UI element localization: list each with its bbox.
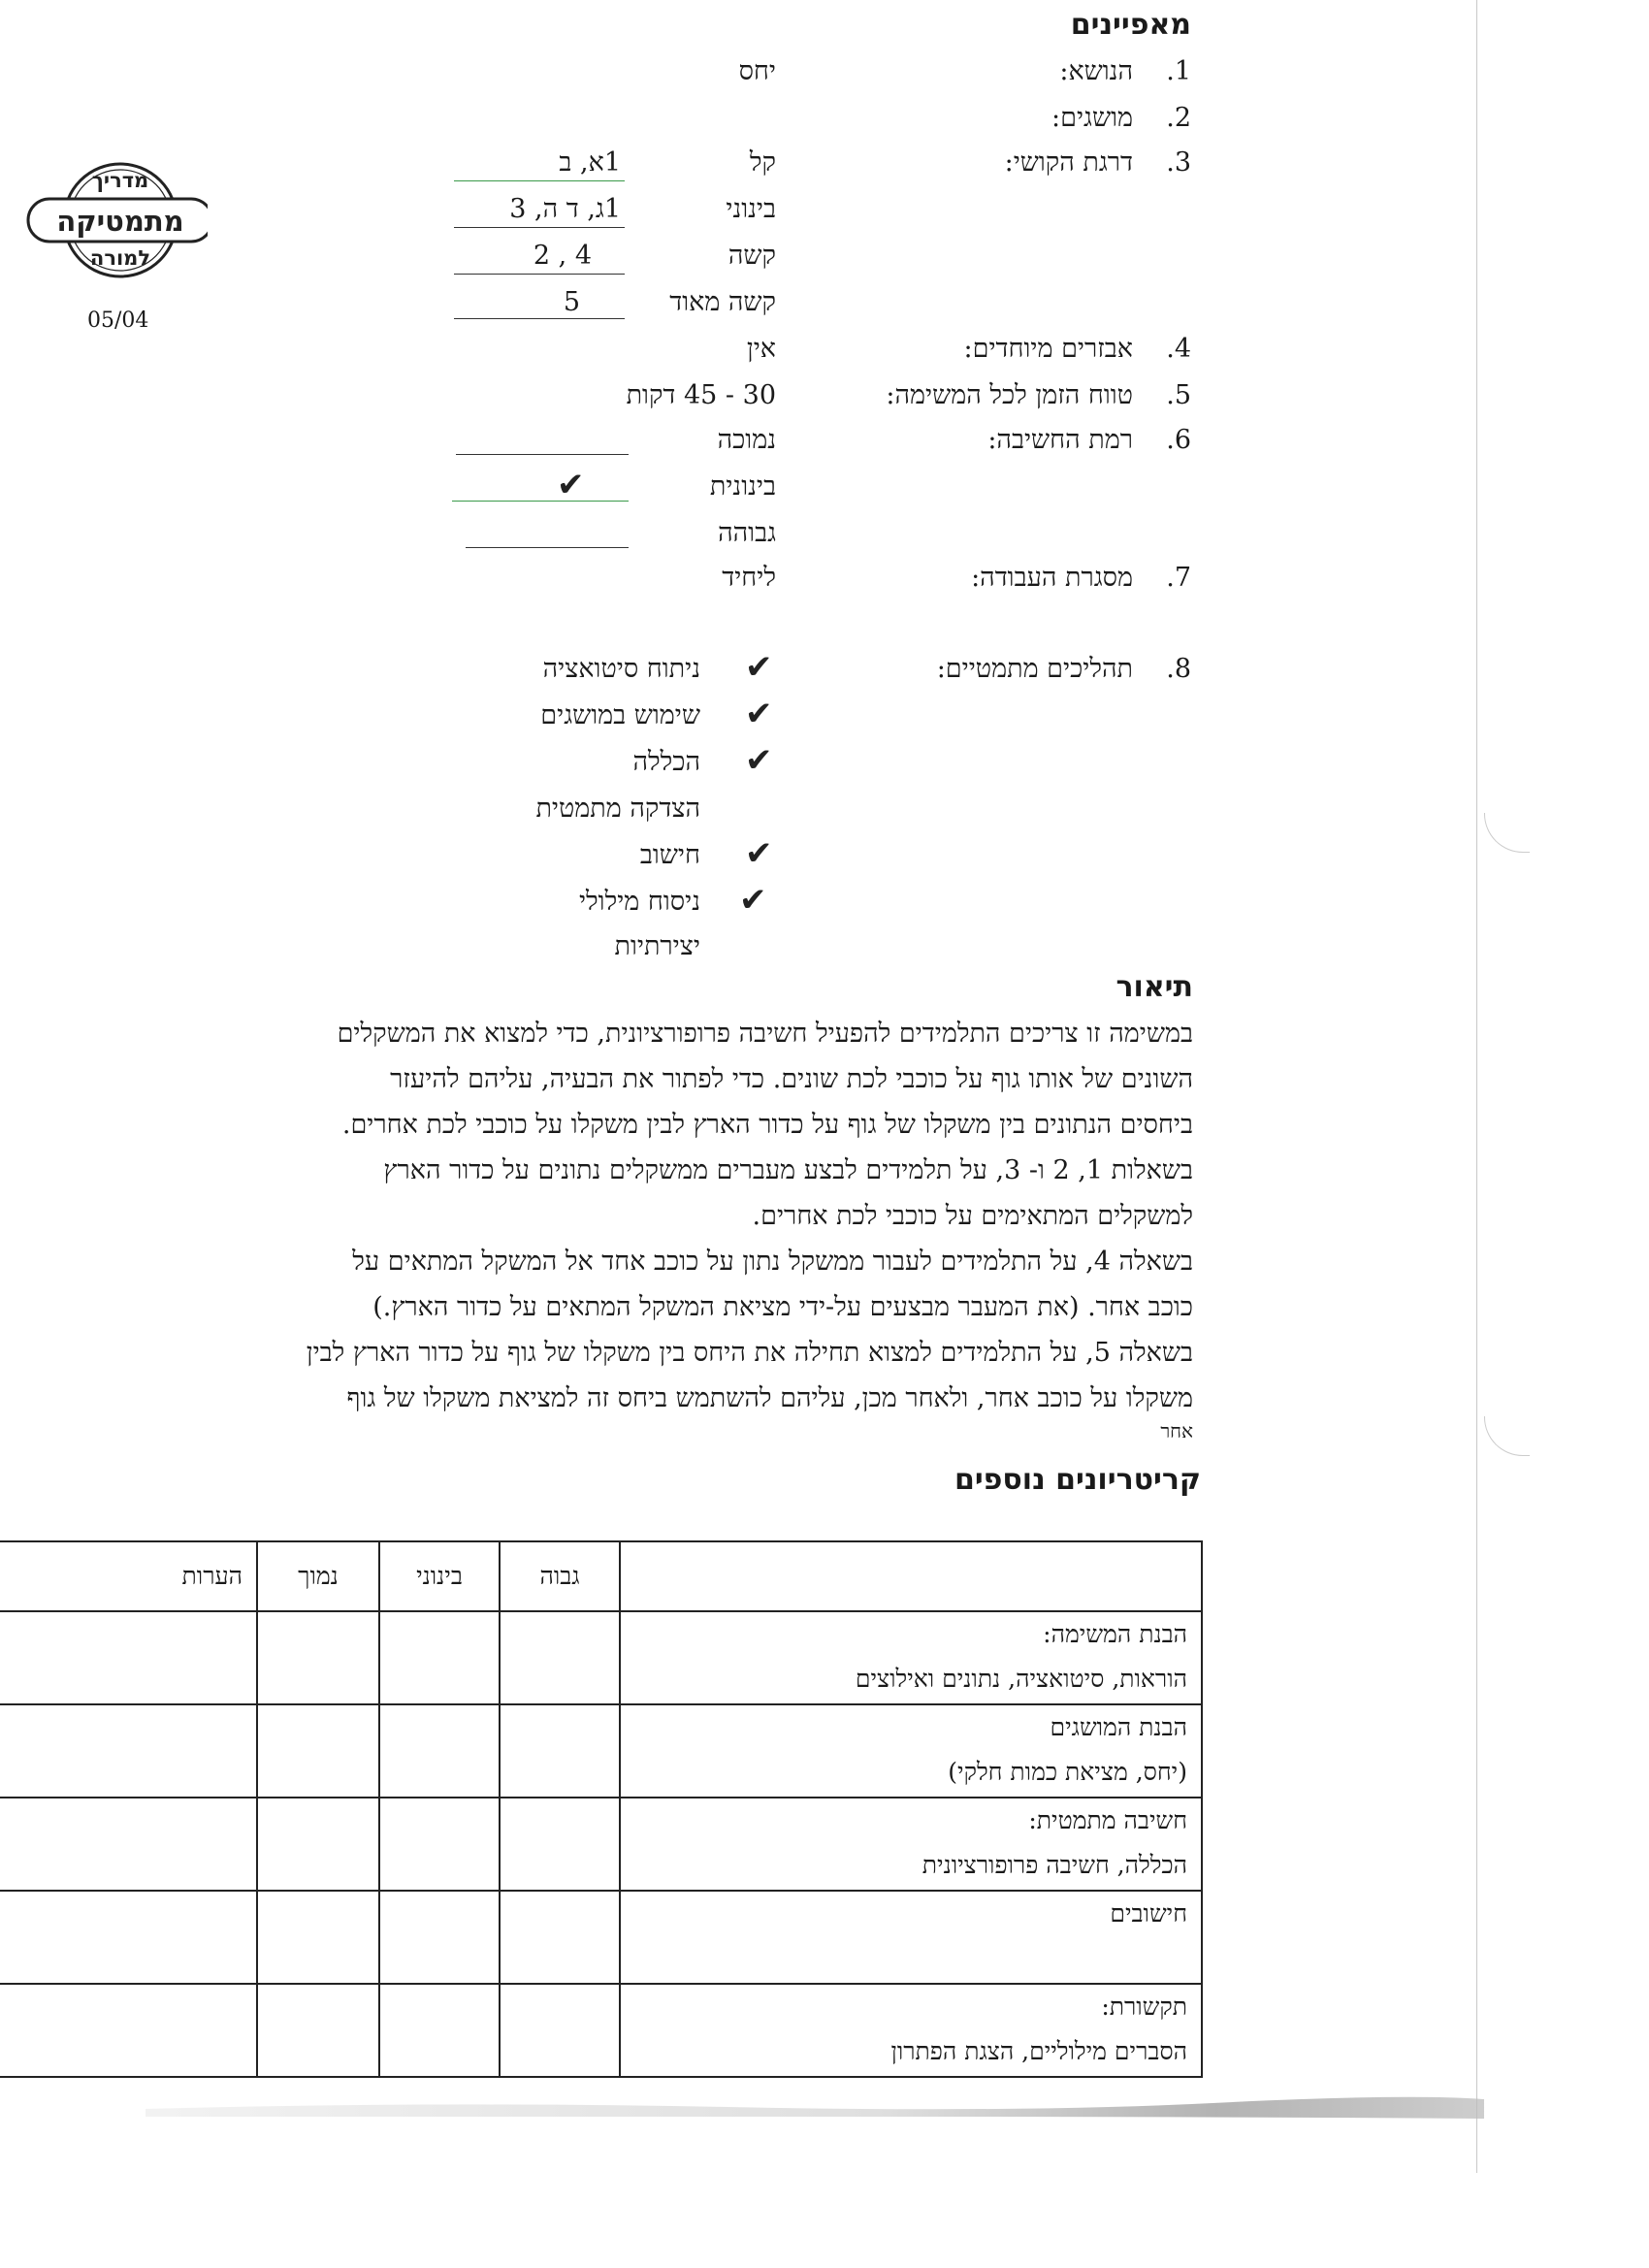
description-line: משקלו על כוכב אחר, ולאחר מכן, עליהם להשתמש ביחס זה למציאת משקלו של גוף bbox=[346, 1383, 1193, 1413]
process-label: ניסוח מילולי bbox=[578, 887, 700, 917]
rating-cell[interactable] bbox=[500, 1704, 620, 1798]
item-number: 7. bbox=[1166, 563, 1191, 593]
thinking-level-label: גבוהה bbox=[718, 518, 776, 548]
difficulty-questions: 1ג, ד ה, 3 bbox=[509, 194, 621, 224]
thinking-level-label: בינונית bbox=[709, 471, 776, 502]
table-header-cell: הערות bbox=[0, 1541, 257, 1611]
description-line: למשקלים המתאימים על כוכבי לכת אחרים. bbox=[752, 1201, 1193, 1231]
difficulty-level-label: קל bbox=[749, 147, 776, 178]
process-label: הכללה bbox=[632, 747, 700, 777]
rating-cell[interactable] bbox=[379, 1611, 500, 1704]
item-label-difficulty: דרגת הקושי: bbox=[1004, 147, 1133, 178]
description-line: השונים של אותו גוף על כוכבי לכת שונים. כדי לפתור את הבעיה, עליהם להיעזר bbox=[390, 1064, 1193, 1094]
item-number: 6. bbox=[1166, 425, 1191, 455]
criterion-title: חשיבה מתמטית: bbox=[1028, 1806, 1187, 1834]
description-line: בשאלות 1, 2 ו- 3, על תלמידים לבצע מעברים ממשקלים נתונים על כדור הארץ bbox=[383, 1155, 1193, 1185]
criteria-table bbox=[0, 1540, 1203, 2078]
item-label-work-framework: מסגרת העבודה: bbox=[971, 563, 1133, 593]
check-mark-icon: ✔ bbox=[557, 466, 585, 504]
process-label: הצדקה מתמטית bbox=[535, 794, 700, 824]
item-value-time-range: 30 - 45 דקות bbox=[626, 380, 776, 410]
punch-hole-mark bbox=[1484, 1416, 1530, 1456]
difficulty-questions: 1א, ב bbox=[559, 147, 621, 178]
check-mark-icon: ✔ bbox=[739, 881, 767, 920]
punch-hole-mark bbox=[1484, 813, 1530, 853]
process-label: שימוש במושגים bbox=[540, 700, 700, 730]
difficulty-questions: 4 , 2 bbox=[533, 241, 592, 271]
characteristics-heading: מאפיינים bbox=[1070, 8, 1191, 42]
criterion-title: תקשורת: bbox=[1101, 1993, 1187, 2021]
difficulty-questions: 5 bbox=[563, 287, 580, 317]
notes-cell[interactable] bbox=[0, 1984, 257, 2077]
underline bbox=[466, 547, 629, 548]
underline bbox=[454, 227, 625, 228]
process-label: ניתוח סיטואציה bbox=[542, 654, 700, 684]
criterion-detail: (יחס, מציאת כמות חלקי) bbox=[948, 1758, 1187, 1786]
scan-smudge bbox=[146, 2088, 1484, 2124]
item-label-thinking-level: רמת החשיבה: bbox=[987, 425, 1133, 455]
item-number: 5. bbox=[1166, 380, 1191, 410]
stamp-center-text: מתמטיקה bbox=[56, 205, 184, 238]
description-body bbox=[0, 1011, 1193, 1441]
rating-cell[interactable] bbox=[379, 1798, 500, 1891]
rating-cell[interactable] bbox=[379, 1984, 500, 2077]
table-row bbox=[0, 1984, 1202, 2077]
rating-cell[interactable] bbox=[500, 1798, 620, 1891]
process-label: חישוב bbox=[639, 840, 700, 870]
rating-cell[interactable] bbox=[257, 1611, 379, 1704]
description-line: אחר bbox=[1160, 1419, 1193, 1442]
item-number: 1. bbox=[1166, 56, 1191, 86]
criterion-detail: הכללה, חשיבה פרופורציונית bbox=[922, 1851, 1187, 1879]
rating-cell[interactable] bbox=[500, 1891, 620, 1984]
table-header-row bbox=[0, 1541, 1202, 1611]
criterion-title: הבנת המושגים bbox=[1050, 1713, 1187, 1741]
thinking-level-label: נמוכה bbox=[717, 425, 776, 455]
table-row bbox=[0, 1704, 1202, 1798]
criterion-title: הבנת המשימה: bbox=[1043, 1620, 1187, 1648]
criterion-title: חישובים bbox=[1110, 1899, 1187, 1928]
criterion-cell bbox=[620, 1984, 1202, 2077]
check-mark-icon: ✔ bbox=[745, 834, 773, 873]
item-label-math-processes: תהליכים מתמטיים: bbox=[936, 654, 1133, 684]
description-line: בשאלה 4, על התלמידים לעבור ממשקל נתון על כוכב אחד אל המשקל המתאים על bbox=[352, 1247, 1193, 1277]
rating-cell[interactable] bbox=[379, 1891, 500, 1984]
notes-cell[interactable] bbox=[0, 1704, 257, 1798]
check-mark-icon: ✔ bbox=[745, 695, 773, 733]
underline bbox=[454, 180, 625, 181]
item-number: 4. bbox=[1166, 334, 1191, 364]
item-number: 2. bbox=[1166, 103, 1191, 133]
item-label-topic: הנושא: bbox=[1059, 56, 1133, 86]
rating-cell[interactable] bbox=[500, 1611, 620, 1704]
stamp-date: 05/04 bbox=[87, 308, 149, 333]
stamp-top-text: מדריך bbox=[91, 169, 149, 192]
item-number: 8. bbox=[1166, 654, 1191, 684]
rating-cell[interactable] bbox=[500, 1984, 620, 2077]
criteria-heading: קריטריונים נוספים bbox=[954, 1463, 1201, 1497]
notes-cell[interactable] bbox=[0, 1611, 257, 1704]
table-header-cell: בינוני bbox=[379, 1541, 500, 1611]
rating-cell[interactable] bbox=[257, 1984, 379, 2077]
item-label-concepts: מושגים: bbox=[1051, 103, 1133, 133]
rating-cell[interactable] bbox=[257, 1798, 379, 1891]
item-label-equipment: אבזרים מיוחדים: bbox=[963, 334, 1133, 364]
table-header-cell: נמוך bbox=[257, 1541, 379, 1611]
program-stamp-logo bbox=[23, 141, 208, 286]
notes-cell[interactable] bbox=[0, 1798, 257, 1891]
criterion-cell bbox=[620, 1611, 1202, 1704]
criterion-cell bbox=[620, 1704, 1202, 1798]
item-number: 3. bbox=[1166, 147, 1191, 178]
rating-cell[interactable] bbox=[379, 1704, 500, 1798]
difficulty-level-label: קשה bbox=[728, 241, 776, 271]
check-mark-icon: ✔ bbox=[745, 741, 773, 780]
stamp-bottom-text: למורה bbox=[89, 246, 151, 270]
difficulty-level-label: בינוני bbox=[726, 194, 776, 224]
check-mark-icon: ✔ bbox=[745, 648, 773, 687]
item-value-equipment: אין bbox=[746, 334, 776, 364]
criterion-cell bbox=[620, 1891, 1202, 1984]
item-label-time-range: טווח הזמן לכל המשימה: bbox=[886, 380, 1133, 410]
difficulty-level-label: קשה מאוד bbox=[669, 287, 776, 317]
description-line: במשימה זו צריכים התלמידים להפעיל חשיבה פרופורציונית, כדי למצוא את המשקלים bbox=[337, 1019, 1193, 1049]
underline bbox=[454, 318, 625, 319]
table-header-cell bbox=[620, 1541, 1202, 1611]
stamp-seal-icon bbox=[23, 141, 208, 286]
description-line: כוכב אחר. (את המעבר מבצעים על-ידי מציאת המשקל המתאים על כדור הארץ.) bbox=[372, 1292, 1193, 1322]
underline bbox=[454, 274, 625, 275]
criterion-detail: הוראות, סיטואציה, נתונים ואילוצים bbox=[855, 1665, 1187, 1693]
underline bbox=[452, 501, 629, 502]
criterion-detail: הסברים מילוליים, הצגת הפתרון bbox=[890, 2037, 1187, 2065]
description-heading: תיאור bbox=[1116, 970, 1193, 1004]
criterion-cell bbox=[620, 1798, 1202, 1891]
process-label: יצירתיות bbox=[614, 931, 700, 961]
notes-cell[interactable] bbox=[0, 1891, 257, 1984]
scanned-page-edge bbox=[1476, 0, 1477, 2173]
description-line: בשאלה 5, על התלמידים למצוא תחילה את היחס בין משקלו של גוף על כדור הארץ לבין bbox=[306, 1338, 1193, 1368]
item-value-work-framework: ליחיד bbox=[722, 563, 776, 593]
underline bbox=[456, 454, 629, 455]
item-value-topic: יחס bbox=[738, 56, 776, 86]
table-row bbox=[0, 1798, 1202, 1891]
description-line: ביחסים הנתונים בין משקלו של גוף על כדור הארץ לבין משקלו על כוכבי לכת אחרים. bbox=[341, 1110, 1193, 1140]
table-header-cell: גבוה bbox=[500, 1541, 620, 1611]
table-row bbox=[0, 1611, 1202, 1704]
table-row bbox=[0, 1891, 1202, 1984]
rating-cell[interactable] bbox=[257, 1891, 379, 1984]
rating-cell[interactable] bbox=[257, 1704, 379, 1798]
